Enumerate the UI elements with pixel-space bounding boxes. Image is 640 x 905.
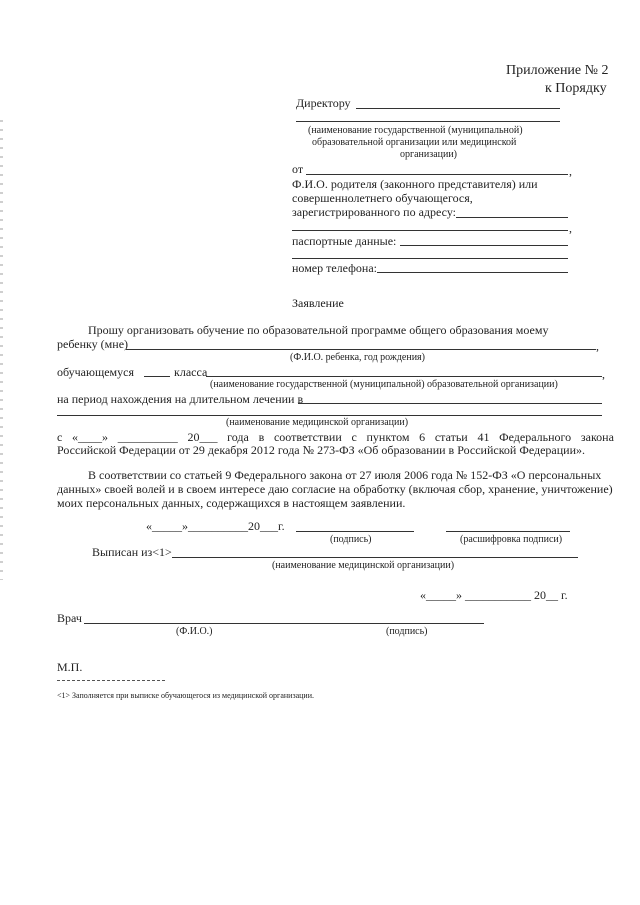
date-word-3: 20___	[187, 430, 218, 444]
date-word-8: пунктом	[366, 430, 410, 444]
signature-decode-field[interactable]	[446, 531, 570, 532]
address-field-2[interactable]	[292, 230, 568, 231]
from-comma: ,	[569, 164, 572, 178]
date-word-1: «____»	[72, 430, 109, 444]
date-word-5: в	[258, 430, 265, 444]
document-title: Заявление	[292, 296, 344, 310]
passport-field[interactable]	[400, 245, 568, 246]
from-caption-1: Ф.И.О. родителя (законного представителя) или	[292, 177, 538, 191]
doctor-field[interactable]	[84, 623, 484, 624]
date-word-4: года	[227, 430, 249, 444]
doctor-label: Врач	[57, 611, 82, 625]
consent-line-2: данных» своей волей и в своем интересе даю согласие на обработку (включая сбор, хранение, уничтожение)	[57, 482, 613, 496]
medorg-field-2[interactable]	[57, 415, 602, 416]
appendix-number: Приложение № 2	[506, 63, 609, 78]
doctor-fio-caption: (Ф.И.О.)	[176, 626, 213, 637]
signature-caption: (подпись)	[330, 534, 372, 545]
appendix-to-order: к Порядку	[545, 81, 607, 96]
date-word-12: Федерального	[499, 430, 572, 444]
medorg-caption: (наименование медицинской организации)	[226, 417, 409, 428]
from-field[interactable]	[306, 174, 568, 175]
child-caption: (Ф.И.О. ребенка, год рождения)	[290, 352, 425, 363]
signature-date: «_____»__________20___г.	[146, 519, 285, 533]
law-line: Российской Федерации от 29 декабря 2012 года № 273-ФЗ «Об образовании в Российской Федерации».	[57, 443, 586, 457]
consent-line-3: моих персональных данных, содержащихся в настоящем заявлении.	[57, 496, 406, 510]
date-word-0: с	[57, 430, 63, 444]
from-caption-2: совершеннолетнего обучающегося,	[292, 191, 473, 205]
from-label: от	[292, 162, 304, 176]
date-word-13: закона	[580, 430, 614, 444]
date-word-9: 6	[419, 430, 426, 444]
signature-field[interactable]	[296, 531, 414, 532]
request-line-2: ребенку (мне)	[57, 337, 129, 351]
stamp-mark: М.П.	[57, 660, 83, 674]
child-comma: ,	[596, 339, 599, 353]
class-field[interactable]	[144, 376, 170, 377]
medorg-field[interactable]	[298, 403, 602, 404]
school-comma: ,	[602, 367, 605, 381]
org-caption-2: образовательной организации или медицинской	[312, 137, 517, 148]
footnote-separator	[57, 680, 165, 681]
class-label: класса	[174, 365, 208, 379]
org-caption-3: организации)	[400, 149, 458, 160]
child-name-field[interactable]	[126, 349, 596, 350]
signature-decode-caption: (расшифровка подписи)	[460, 534, 563, 545]
discharge-caption: (наименование медицинской организации)	[272, 560, 455, 571]
date-word-6: соответствии	[273, 430, 342, 444]
address-comma: ,	[569, 221, 572, 235]
date-word-10: статьи	[434, 430, 468, 444]
date-word-2: __________	[117, 430, 178, 444]
discharge-field[interactable]	[172, 557, 578, 558]
request-line-1: Прошу организовать обучение по образовательной программе общего образования моему	[88, 323, 549, 337]
footnote: <1> Заполняется при выписке обучающегося из медицинской организации.	[57, 691, 314, 700]
discharge-label: Выписан из<1>	[92, 545, 172, 559]
registered-label: зарегистрированного по адресу:	[292, 205, 456, 219]
treatment-label: на период нахождения на длительном лечении в	[57, 392, 304, 406]
consent-line-1: В соответствии со статьей 9 Федерального закона от 27 июля 2006 года № 152-ФЗ «О персональных	[88, 468, 602, 482]
discharge-date: «_____» ___________ 20__ г.	[420, 588, 568, 602]
phone-label: номер телефона:	[292, 261, 378, 275]
org-caption-1: (наименование государственной (муниципальной)	[308, 125, 523, 136]
school-field[interactable]	[206, 376, 602, 377]
date-word-11: 41	[477, 430, 490, 444]
director-field[interactable]	[356, 108, 560, 109]
school-caption: (наименование государственной (муниципальной) образовательной организации)	[210, 379, 558, 390]
director-label: Директору	[296, 96, 351, 110]
director-field-2[interactable]	[296, 121, 560, 122]
phone-field[interactable]	[377, 272, 568, 273]
address-field[interactable]	[456, 217, 568, 218]
scan-edge-marks	[0, 120, 3, 580]
date-word-7: с	[351, 430, 357, 444]
passport-label: паспортные данные:	[292, 234, 397, 248]
passport-field-2[interactable]	[292, 258, 568, 259]
student-label: обучающемуся	[57, 365, 134, 379]
doctor-sign-caption: (подпись)	[386, 626, 428, 637]
